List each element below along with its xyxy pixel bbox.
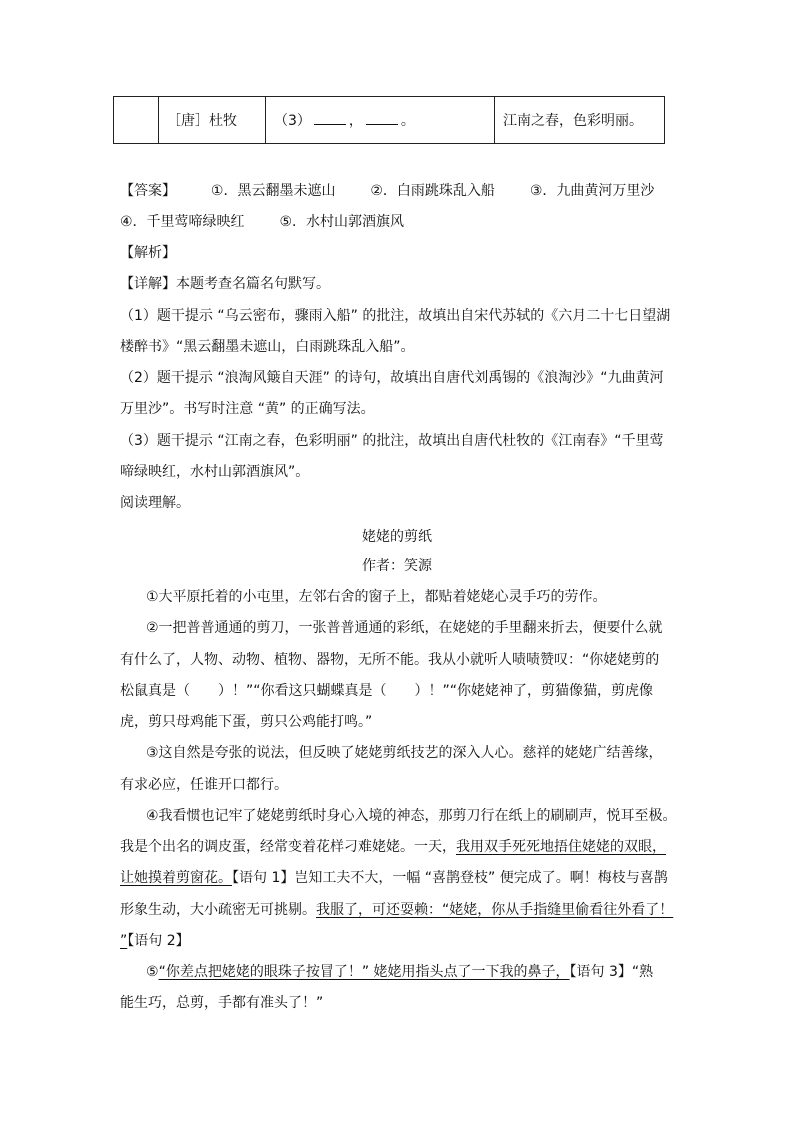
answer-line-1 [120,181,654,201]
detail-line: 啼绿映红，水村山郭酒旗风”。 [120,464,310,480]
underlined-sentence-2-cont: ” [120,933,128,949]
underlined-sentence-2: 我服了，可还耍赖：“姥姥，你从手指缝里偷看往外看了！ [316,902,674,918]
detail-line: 楼醉书》“黑云翻墨未遮山，白雨跳珠乱入船”。 [120,339,415,355]
answer-item-1: ①．黑云翻墨未遮山 [210,183,336,199]
analysis-label: 【解析】 [120,245,176,261]
text-run: 【语句 2】 [127,933,190,949]
article-line: 有求必应，任谁开口都行。 [120,777,288,793]
table-row [114,97,665,144]
answer-line-2 [120,212,404,232]
answer-item-4: ④．千里莺啼绿映红 [120,214,245,230]
blank-end: 。 [400,113,415,129]
article-paragraph [146,962,653,982]
article-line: 有什么了，人物、动物、植物、器物，无所不能。我从小就听人啧啧赞叹：“你姥姥剪的 [120,652,660,668]
detail-line: （1）题干提示 “乌云密布，骤雨入船” 的批注，故填出自宋代苏轼的《六月二十七日望湖 [120,308,671,324]
underlined-sentence-1-cont: 让她摸着剪窗花。 [120,870,232,886]
table-cell-empty [114,97,159,144]
article-paragraph: ①大平原托着的小屯里，左邻右舍的窗子上，都贴着姥姥心灵手巧的劳作。 [146,589,607,605]
article-line [120,868,668,888]
article-line: 能生巧，总剪，手都有准头了！” [120,995,324,1011]
answer-item-5: ⑤．水村山郭酒旗风 [279,214,405,230]
detail-line: （2）题干提示 “浪淘风簸自天涯” 的诗句，故填出自唐代刘禹锡的《浪淘沙》“九曲黄河 [120,370,664,386]
article-line [120,837,666,857]
item-number: （3） [274,113,311,129]
detail-line: 万里沙”。书写时注意 “黄” 的正确写法。 [120,401,375,417]
text-run: 我是个出名的调皮蛋，经常变着花样刁难姥姥。一天， [120,839,456,855]
text-run: 形象生动，大小疏密无可挑剔。 [120,902,316,918]
blank-separator: ， [348,113,363,129]
fill-blank [314,112,346,125]
article-paragraph: ④我看惯也记牢了姥姥剪纸时身心入境的神态，那剪刀行在纸上的刷刷声，悦耳至极。 [146,808,677,824]
detail-intro: 【详解】本题考查名篇名句默写。 [120,276,330,292]
detail-line: （3）题干提示 “江南之春，色彩明丽” 的批注，故填出自唐代杜牧的《江南春》“千里莺 [120,433,664,449]
article-paragraph: ③这自然是夸张的说法，但反映了姥姥剪纸技艺的深入人心。慈祥的姥姥广结善缘， [146,745,663,761]
article-author: 作者：笑源 [362,558,432,574]
poem-table [113,96,665,144]
article-line: 松鼠真是（ ）！”“你看这只蝴蝶真是（ ）！”“你姥姥神了，剪猫像猫，剪虎像 [120,683,654,699]
article-line [120,931,190,951]
reading-label: 阅读理解。 [120,495,190,511]
answer-item-2: ②．白雨跳珠乱入船 [370,183,495,199]
article-paragraph: ②一把普普通通的剪刀，一张普普通通的彩纸，在姥姥的手里翻来折去，便要什么就 [146,620,663,636]
table-cell-author: ［唐］杜牧 [159,97,266,144]
article-title: 姥姥的剪纸 [362,529,432,545]
underlined-sentence-1: 我用双手死死地捂住姥姥的双眼， [456,839,666,855]
article-line [120,900,673,920]
article-line: 虎，剪只母鸡能下蛋，剪只公鸡能打鸣。” [120,714,373,730]
text-run: ⑤ [146,964,159,980]
fill-blank [366,112,398,125]
answer-item-3: ③．九曲黄河万里沙 [529,183,655,199]
underlined-sentence-3: “你差点把姥姥的眼珠子按冒了！” 姥姥用指头点了一下我的鼻子， [158,964,570,980]
table-cell-blanks [266,97,495,144]
text-run: 【语句 1】岂知工夫不大，一幅 “喜鹊登枝” 便完成了。啊！梅枝与喜鹊 [232,870,668,886]
answer-label: 【答案】 [120,183,176,199]
text-run: 【语句 3】“熟 [569,964,654,980]
table-cell-note: 江南之春，色彩明丽。 [495,97,665,144]
